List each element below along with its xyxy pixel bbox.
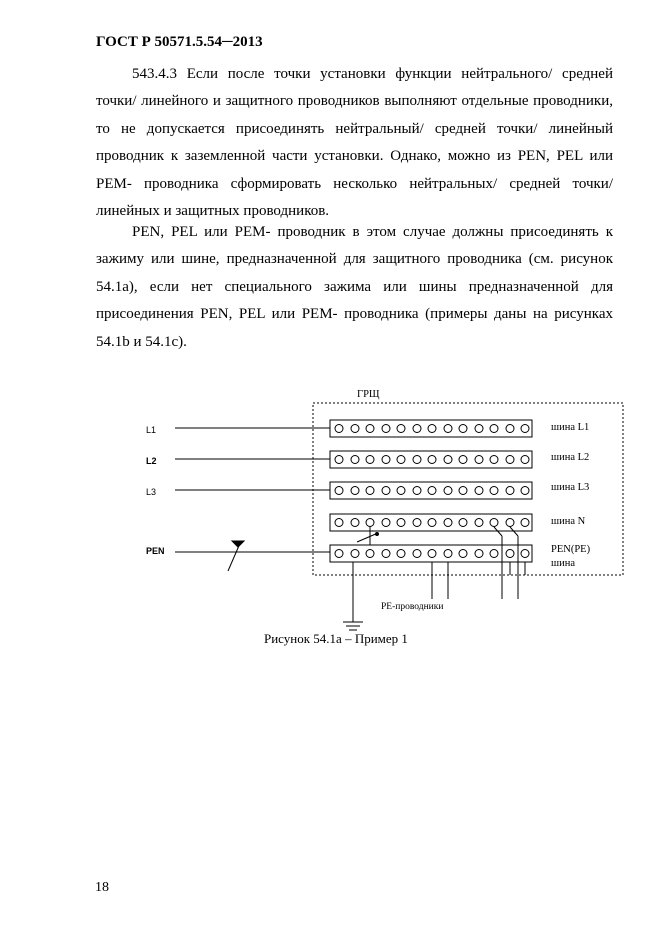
busbar-l1-terminal [506, 425, 514, 433]
busbar-l3-terminal [444, 487, 452, 495]
panel-label: ГРЩ [357, 389, 380, 400]
busbar-l1-terminal [366, 425, 374, 433]
busbar-n-terminal [335, 519, 343, 527]
busbar-n-terminal [459, 519, 467, 527]
busbar-l1-terminal [413, 425, 421, 433]
busbar-l2-terminal [444, 456, 452, 464]
busbar-pen-terminal [413, 550, 421, 558]
pe-conductors-label: PE-проводники [381, 602, 444, 612]
busbar-l2-terminal [490, 456, 498, 464]
busbar-l2-terminal [506, 456, 514, 464]
busbar-l2-terminal [397, 456, 405, 464]
busbar-l2-terminal [475, 456, 483, 464]
busbar-l2-terminal [382, 456, 390, 464]
busbar-pen-terminal [428, 550, 436, 558]
busbar-pen-terminal [521, 550, 529, 558]
busbar-l3-terminal [521, 487, 529, 495]
busbar-n-terminal [444, 519, 452, 527]
busbar-l3-terminal [459, 487, 467, 495]
busbar-l3-terminal [413, 487, 421, 495]
busbar-n-terminal [490, 519, 498, 527]
busbar-l1-terminal [475, 425, 483, 433]
jumper-slash [357, 533, 378, 542]
busbar-l3-terminal [382, 487, 390, 495]
busbar-label-pen-pe: PEN(PE) [551, 544, 591, 555]
conductor-label-l2: L2 [146, 456, 157, 466]
busbar-pen-terminal [382, 550, 390, 558]
busbar-n-terminal [397, 519, 405, 527]
busbar-n-terminal [428, 519, 436, 527]
busbar-l3-terminal [351, 487, 359, 495]
document-header: ГОСТ Р 50571.5.54─2013 [96, 34, 263, 50]
busbar-l2-terminal [366, 456, 374, 464]
busbar-n-terminal [506, 519, 514, 527]
busbar-pen-terminal [459, 550, 467, 558]
busbar-pen-terminal [397, 550, 405, 558]
busbar-l3-terminal [506, 487, 514, 495]
busbar-l1-terminal [351, 425, 359, 433]
busbar-pen-terminal [490, 550, 498, 558]
busbar-l1-terminal [444, 425, 452, 433]
busbar-l1-terminal [335, 425, 343, 433]
busbar-l3-terminal [335, 487, 343, 495]
busbar-l1-terminal [382, 425, 390, 433]
conductor-label-l1: L1 [146, 425, 157, 435]
busbar-label-l1: шина L1 [551, 422, 590, 433]
busbar-pen-terminal [351, 550, 359, 558]
busbar-l2-terminal [335, 456, 343, 464]
busbar-pen-terminal [506, 550, 514, 558]
busbar-label-l2: шина L2 [551, 452, 590, 463]
busbar-l1-terminal [521, 425, 529, 433]
jumper-dot [376, 533, 379, 536]
conductor-label-pen: PEN [146, 546, 165, 556]
busbar-l3-terminal [490, 487, 498, 495]
busbar-n-terminal [366, 519, 374, 527]
busbar-n-terminal [382, 519, 390, 527]
busbar-l2-terminal [459, 456, 467, 464]
busbar-label-n: шина N [551, 516, 586, 527]
pen-cable-break-mark [232, 541, 244, 547]
busbar-n-terminal [351, 519, 359, 527]
busbar-l3-terminal [397, 487, 405, 495]
busbar-pen-terminal [366, 550, 374, 558]
busbar-l1-terminal [428, 425, 436, 433]
busbar-l2-terminal [351, 456, 359, 464]
paragraph-543-4-3: 543.4.3 Если после точки установки функции нейтрального/ средней точки/ линейного и защитного проводников выполняют отдельные проводники, то не допускается присоединять нейтральный/ средней точки/ линейный проводник к заземленной части установки. Однако, можно из PEN, PEL или PEM- проводника сформировать несколько нейтральных/ средней точки/ линейных и защитных проводников. [96, 66, 613, 220]
busbar-pen-terminal [335, 550, 343, 558]
busbar-l3-terminal [366, 487, 374, 495]
busbar-l3-terminal [428, 487, 436, 495]
figure-caption: Рисунок 54.1а – Пример 1 [264, 631, 408, 646]
busbar-pen-terminal [475, 550, 483, 558]
busbar-l1-terminal [490, 425, 498, 433]
busbar-l1-terminal [397, 425, 405, 433]
conductor-label-l3: L3 [146, 487, 157, 497]
page-number: 18 [95, 880, 109, 895]
busbar-l2-terminal [521, 456, 529, 464]
paragraph-pen-connection: PEN, PEL или PEM- проводник в этом случае должны присоединять к зажиму или шине, предназначенной для защитного проводника (см. рисунок 54.1а), если нет специального зажима или шины предназначенной для присоединения PEN, PEL или PEM- проводника (примеры даны на рисунках 54.1b и 54.1c). [96, 224, 613, 350]
busbar-l3-terminal [475, 487, 483, 495]
busbar-n-terminal [413, 519, 421, 527]
busbar-label-l3: шина L3 [551, 482, 590, 493]
busbar-l1-terminal [459, 425, 467, 433]
busbar-n-terminal [475, 519, 483, 527]
busbar-pen-terminal [444, 550, 452, 558]
busbar-label-pen-pe-line2: шина [551, 558, 575, 569]
busbar-n-terminal [521, 519, 529, 527]
busbar-l2-terminal [413, 456, 421, 464]
busbar-l2-terminal [428, 456, 436, 464]
